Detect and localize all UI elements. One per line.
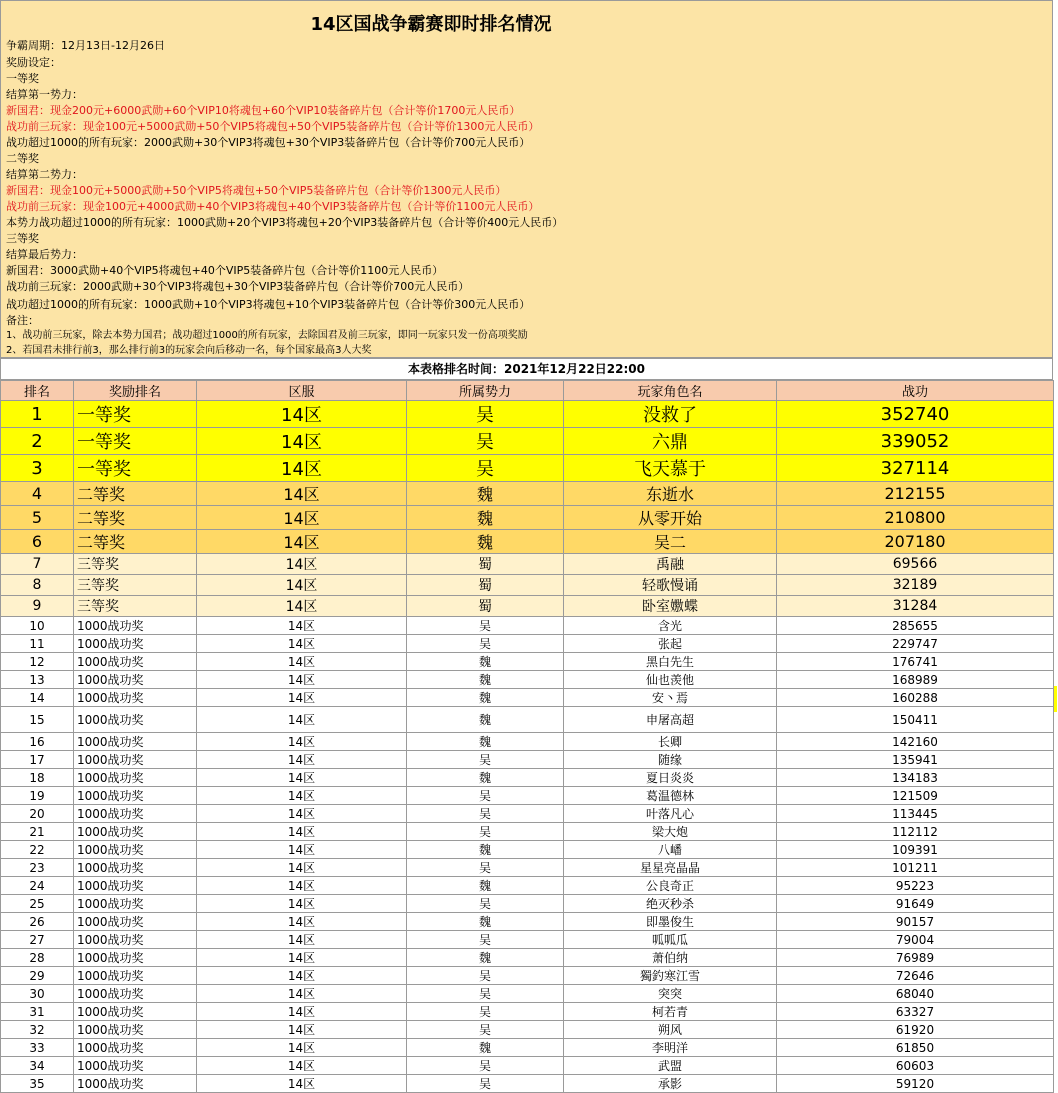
table-row — [1, 913, 1054, 931]
player-name-cell[interactable]: 从零开始 — [564, 506, 777, 530]
rules-line[interactable]: 1、战功前三玩家，除去本势力国君；战功超过1000的所有玩家，去除国君及前三玩家，即同一玩家只发一份高项奖励 — [6, 330, 528, 341]
award-cell[interactable]: 1000战功奖 — [74, 1075, 197, 1093]
faction-cell[interactable]: 吴 — [407, 985, 564, 1003]
server-cell[interactable]: 14区 — [197, 787, 407, 805]
server-cell[interactable]: 14区 — [197, 1003, 407, 1021]
merit-cell[interactable]: 212155 — [777, 482, 1054, 506]
player-name-cell[interactable]: 柯若青 — [564, 1003, 777, 1021]
rank-cell[interactable]: 1 — [1, 401, 74, 428]
server-cell[interactable]: 14区 — [197, 455, 407, 482]
award-cell[interactable]: 1000战功奖 — [74, 931, 197, 949]
rank-cell[interactable]: 7 — [1, 554, 74, 575]
faction-cell[interactable]: 魏 — [407, 913, 564, 931]
player-name-cell[interactable]: 仙也羡他 — [564, 671, 777, 689]
rules-line[interactable]: 争霸周期：12月13日-12月26日 — [6, 39, 165, 52]
server-cell[interactable]: 14区 — [197, 575, 407, 596]
merit-cell[interactable]: 101211 — [777, 859, 1054, 877]
merit-cell[interactable]: 113445 — [777, 805, 1054, 823]
award-cell[interactable]: 一等奖 — [74, 455, 197, 482]
award-cell[interactable]: 三等奖 — [74, 596, 197, 617]
server-cell[interactable]: 14区 — [197, 653, 407, 671]
faction-cell[interactable]: 魏 — [407, 653, 564, 671]
player-name-cell[interactable]: 含光 — [564, 617, 777, 635]
table-row — [1, 707, 1054, 733]
rank-cell[interactable]: 6 — [1, 530, 74, 554]
table-row — [1, 575, 1054, 596]
server-cell[interactable]: 14区 — [197, 707, 407, 733]
server-cell[interactable]: 14区 — [197, 689, 407, 707]
table-row — [1, 554, 1054, 575]
table-row — [1, 506, 1054, 530]
rules-line[interactable]: 三等奖 — [6, 232, 39, 245]
player-name-cell[interactable]: 绝灭秒杀 — [564, 895, 777, 913]
merit-cell[interactable]: 61850 — [777, 1039, 1054, 1057]
rank-cell[interactable]: 4 — [1, 482, 74, 506]
award-cell[interactable]: 三等奖 — [74, 554, 197, 575]
player-name-cell[interactable]: 即墨俊生 — [564, 913, 777, 931]
table-row — [1, 787, 1054, 805]
faction-cell[interactable]: 吴 — [407, 967, 564, 985]
faction-cell[interactable]: 魏 — [407, 506, 564, 530]
award-cell[interactable]: 1000战功奖 — [74, 895, 197, 913]
server-cell[interactable]: 14区 — [197, 895, 407, 913]
award-cell[interactable]: 1000战功奖 — [74, 1057, 197, 1075]
award-cell[interactable]: 1000战功奖 — [74, 733, 197, 751]
merit-cell[interactable]: 63327 — [777, 1003, 1054, 1021]
award-cell[interactable]: 1000战功奖 — [74, 949, 197, 967]
table-row — [1, 805, 1054, 823]
faction-cell[interactable]: 吴 — [407, 428, 564, 455]
server-cell[interactable]: 14区 — [197, 1057, 407, 1075]
table-row — [1, 733, 1054, 751]
player-name-cell[interactable]: 轻歌慢诵 — [564, 575, 777, 596]
faction-cell[interactable]: 魏 — [407, 733, 564, 751]
rules-line[interactable]: 结算第二势力： — [6, 168, 83, 181]
merit-cell[interactable]: 32189 — [777, 575, 1054, 596]
award-cell[interactable]: 1000战功奖 — [74, 653, 197, 671]
column-header-faction[interactable]: 所属势力 — [407, 381, 564, 401]
award-cell[interactable]: 1000战功奖 — [74, 985, 197, 1003]
faction-cell[interactable]: 吴 — [407, 635, 564, 653]
server-cell[interactable]: 14区 — [197, 635, 407, 653]
faction-cell[interactable]: 吴 — [407, 859, 564, 877]
player-name-cell[interactable]: 东逝水 — [564, 482, 777, 506]
rank-cell[interactable]: 14 — [1, 689, 74, 707]
merit-cell[interactable]: 112112 — [777, 823, 1054, 841]
faction-cell[interactable]: 蜀 — [407, 575, 564, 596]
faction-cell[interactable]: 魏 — [407, 707, 564, 733]
award-cell[interactable]: 二等奖 — [74, 482, 197, 506]
merit-cell[interactable]: 31284 — [777, 596, 1054, 617]
rank-cell[interactable]: 22 — [1, 841, 74, 859]
faction-cell[interactable]: 蜀 — [407, 596, 564, 617]
server-cell[interactable]: 14区 — [197, 769, 407, 787]
player-name-cell[interactable]: 李明洋 — [564, 1039, 777, 1057]
award-cell[interactable]: 1000战功奖 — [74, 1003, 197, 1021]
award-cell[interactable]: 1000战功奖 — [74, 967, 197, 985]
player-name-cell[interactable]: 六鼎 — [564, 428, 777, 455]
faction-cell[interactable]: 魏 — [407, 877, 564, 895]
table-row — [1, 428, 1054, 455]
player-name-cell[interactable]: 星星亮晶晶 — [564, 859, 777, 877]
column-header-server[interactable]: 区服 — [197, 381, 407, 401]
merit-cell[interactable]: 109391 — [777, 841, 1054, 859]
server-cell[interactable]: 14区 — [197, 751, 407, 769]
rank-cell[interactable]: 13 — [1, 671, 74, 689]
server-cell[interactable]: 14区 — [197, 596, 407, 617]
faction-cell[interactable]: 吴 — [407, 931, 564, 949]
rank-cell[interactable]: 23 — [1, 859, 74, 877]
rules-line[interactable]: 二等奖 — [6, 152, 39, 165]
rank-cell[interactable]: 8 — [1, 575, 74, 596]
table-row — [1, 931, 1054, 949]
merit-cell[interactable]: 207180 — [777, 530, 1054, 554]
server-cell[interactable]: 14区 — [197, 967, 407, 985]
merit-cell[interactable]: 72646 — [777, 967, 1054, 985]
award-cell[interactable]: 1000战功奖 — [74, 823, 197, 841]
faction-cell[interactable]: 吴 — [407, 787, 564, 805]
cell-fill-marker — [1054, 686, 1057, 712]
table-row — [1, 530, 1054, 554]
rules-line[interactable]: 奖励设定： — [6, 56, 61, 69]
server-cell[interactable]: 14区 — [197, 671, 407, 689]
award-cell[interactable]: 1000战功奖 — [74, 671, 197, 689]
merit-cell[interactable]: 90157 — [777, 913, 1054, 931]
rank-cell[interactable]: 26 — [1, 913, 74, 931]
award-cell[interactable]: 1000战功奖 — [74, 913, 197, 931]
server-cell[interactable]: 14区 — [197, 506, 407, 530]
rank-cell[interactable]: 17 — [1, 751, 74, 769]
table-row — [1, 635, 1054, 653]
server-cell[interactable]: 14区 — [197, 428, 407, 455]
award-cell[interactable]: 一等奖 — [74, 401, 197, 428]
player-name-cell[interactable]: 萧伯纳 — [564, 949, 777, 967]
sheet-title[interactable]: 14区国战争霸赛即时排名情况 — [310, 14, 552, 35]
table-row — [1, 1021, 1054, 1039]
faction-cell[interactable]: 蜀 — [407, 554, 564, 575]
rank-cell[interactable]: 21 — [1, 823, 74, 841]
merit-cell[interactable]: 168989 — [777, 671, 1054, 689]
rank-cell[interactable]: 16 — [1, 733, 74, 751]
rank-cell[interactable]: 15 — [1, 707, 74, 733]
table-row — [1, 1003, 1054, 1021]
faction-cell[interactable]: 魏 — [407, 841, 564, 859]
rules-line[interactable]: 战功超过1000的所有玩家：2000武勋+30个VIP3将魂包+30个VIP3装备碎片包（合计等价700元人民币） — [6, 136, 531, 149]
player-name-cell[interactable]: 黑白先生 — [564, 653, 777, 671]
rules-line[interactable]: 战功前三玩家：现金100元+5000武勋+50个VIP5将魂包+50个VIP5装备碎片包（合计等价1300元人民币） — [6, 120, 540, 133]
merit-cell[interactable]: 229747 — [777, 635, 1054, 653]
table-row — [1, 895, 1054, 913]
merit-cell[interactable]: 91649 — [777, 895, 1054, 913]
player-name-cell[interactable]: 卧室嫐蝶 — [564, 596, 777, 617]
rules-line[interactable]: 新国君：现金100元+5000武勋+50个VIP5将魂包+50个VIP5装备碎片包（合计等价1300元人民币） — [6, 184, 507, 197]
merit-cell[interactable]: 60603 — [777, 1057, 1054, 1075]
award-cell[interactable]: 1000战功奖 — [74, 707, 197, 733]
table-row — [1, 949, 1054, 967]
player-name-cell[interactable]: 随缘 — [564, 751, 777, 769]
table-row — [1, 985, 1054, 1003]
table-row — [1, 967, 1054, 985]
server-cell[interactable]: 14区 — [197, 913, 407, 931]
server-cell[interactable]: 14区 — [197, 617, 407, 635]
column-header-award[interactable]: 奖励排名 — [74, 381, 197, 401]
merit-cell[interactable]: 352740 — [777, 401, 1054, 428]
faction-cell[interactable]: 魏 — [407, 689, 564, 707]
player-name-cell[interactable]: 叶落凡心 — [564, 805, 777, 823]
award-cell[interactable]: 1000战功奖 — [74, 859, 197, 877]
server-cell[interactable]: 14区 — [197, 859, 407, 877]
ranking-table — [0, 380, 1054, 1093]
rank-cell[interactable]: 35 — [1, 1075, 74, 1093]
player-name-cell[interactable]: 突突 — [564, 985, 777, 1003]
faction-cell[interactable]: 魏 — [407, 949, 564, 967]
rules-line[interactable]: 结算第一势力： — [6, 88, 83, 101]
merit-cell[interactable]: 79004 — [777, 931, 1054, 949]
column-header-merit[interactable]: 战功 — [777, 381, 1054, 401]
rank-cell[interactable]: 5 — [1, 506, 74, 530]
table-row — [1, 877, 1054, 895]
table-header-row — [1, 381, 1054, 401]
table-row — [1, 455, 1054, 482]
server-cell[interactable]: 14区 — [197, 401, 407, 428]
player-name-cell[interactable]: 安丶焉 — [564, 689, 777, 707]
player-name-cell[interactable]: 獨釣寒江雪 — [564, 967, 777, 985]
merit-cell[interactable]: 327114 — [777, 455, 1054, 482]
merit-cell[interactable]: 121509 — [777, 787, 1054, 805]
table-row — [1, 841, 1054, 859]
server-cell[interactable]: 14区 — [197, 733, 407, 751]
table-row — [1, 689, 1054, 707]
faction-cell[interactable]: 吴 — [407, 895, 564, 913]
player-name-cell[interactable]: 没救了 — [564, 401, 777, 428]
player-name-cell[interactable]: 禹融 — [564, 554, 777, 575]
rules-line[interactable]: 备注： — [6, 314, 39, 327]
table-row — [1, 823, 1054, 841]
merit-cell[interactable]: 95223 — [777, 877, 1054, 895]
rules-line[interactable]: 新国君：现金200元+6000武勋+60个VIP10将魂包+60个VIP10装备碎片包（合计等价1700元人民币） — [6, 104, 521, 117]
award-cell[interactable]: 1000战功奖 — [74, 787, 197, 805]
merit-cell[interactable]: 69566 — [777, 554, 1054, 575]
rules-line[interactable]: 结算最后势力： — [6, 248, 83, 261]
merit-cell[interactable]: 134183 — [777, 769, 1054, 787]
table-row — [1, 1057, 1054, 1075]
faction-cell[interactable]: 魏 — [407, 671, 564, 689]
award-cell[interactable]: 二等奖 — [74, 530, 197, 554]
rank-cell[interactable]: 34 — [1, 1057, 74, 1075]
rank-cell[interactable]: 20 — [1, 805, 74, 823]
faction-cell[interactable]: 吴 — [407, 1021, 564, 1039]
server-cell[interactable]: 14区 — [197, 841, 407, 859]
faction-cell[interactable]: 吴 — [407, 823, 564, 841]
rank-cell[interactable]: 12 — [1, 653, 74, 671]
player-name-cell[interactable]: 八嶓 — [564, 841, 777, 859]
rules-line[interactable]: 一等奖 — [6, 72, 39, 85]
server-cell[interactable]: 14区 — [197, 877, 407, 895]
table-row — [1, 1039, 1054, 1057]
rules-line[interactable]: 2、若国君未排行前3，那么排行前3的玩家会向后移动一名，每个国家最高3人大奖 — [6, 345, 372, 356]
award-cell[interactable]: 1000战功奖 — [74, 751, 197, 769]
faction-cell[interactable]: 吴 — [407, 1075, 564, 1093]
faction-cell[interactable]: 吴 — [407, 751, 564, 769]
award-cell[interactable]: 1000战功奖 — [74, 877, 197, 895]
merit-cell[interactable]: 59120 — [777, 1075, 1054, 1093]
rank-cell[interactable]: 3 — [1, 455, 74, 482]
player-name-cell[interactable]: 张起 — [564, 635, 777, 653]
table-row — [1, 482, 1054, 506]
player-name-cell[interactable]: 葛温德林 — [564, 787, 777, 805]
award-cell[interactable]: 1000战功奖 — [74, 805, 197, 823]
rank-cell[interactable]: 28 — [1, 949, 74, 967]
table-row — [1, 769, 1054, 787]
merit-cell[interactable]: 176741 — [777, 653, 1054, 671]
table-row — [1, 596, 1054, 617]
player-name-cell[interactable]: 武盟 — [564, 1057, 777, 1075]
player-name-cell[interactable]: 吴二 — [564, 530, 777, 554]
server-cell[interactable]: 14区 — [197, 554, 407, 575]
rank-cell[interactable]: 9 — [1, 596, 74, 617]
faction-cell[interactable]: 魏 — [407, 769, 564, 787]
player-name-cell[interactable]: 呱呱瓜 — [564, 931, 777, 949]
merit-cell[interactable]: 150411 — [777, 707, 1054, 733]
player-name-cell[interactable]: 朔风 — [564, 1021, 777, 1039]
server-cell[interactable]: 14区 — [197, 949, 407, 967]
player-name-cell[interactable]: 承影 — [564, 1075, 777, 1093]
server-cell[interactable]: 14区 — [197, 482, 407, 506]
award-cell[interactable]: 1000战功奖 — [74, 617, 197, 635]
award-cell[interactable]: 1000战功奖 — [74, 1039, 197, 1057]
rank-cell[interactable]: 11 — [1, 635, 74, 653]
table-row — [1, 1075, 1054, 1093]
rank-cell[interactable]: 31 — [1, 1003, 74, 1021]
rules-line[interactable]: 本势力战功超过1000的所有玩家：1000武勋+20个VIP3将魂包+20个VIP3装备碎片包（合计等价400元人民币） — [6, 216, 564, 229]
award-cell[interactable]: 1000战功奖 — [74, 689, 197, 707]
table-row — [1, 617, 1054, 635]
faction-cell[interactable]: 吴 — [407, 401, 564, 428]
rules-line[interactable]: 新国君：3000武勋+40个VIP5将魂包+40个VIP5装备碎片包（合计等价1100元人民币） — [6, 264, 444, 277]
server-cell[interactable]: 14区 — [197, 1021, 407, 1039]
rank-cell[interactable]: 30 — [1, 985, 74, 1003]
merit-cell[interactable]: 76989 — [777, 949, 1054, 967]
rank-cell[interactable]: 2 — [1, 428, 74, 455]
column-header-rank[interactable]: 排名 — [1, 381, 74, 401]
award-cell[interactable]: 1000战功奖 — [74, 769, 197, 787]
server-cell[interactable]: 14区 — [197, 931, 407, 949]
server-cell[interactable]: 14区 — [197, 530, 407, 554]
merit-cell[interactable]: 68040 — [777, 985, 1054, 1003]
ranking-timestamp[interactable]: 本表格排名时间：2021年12月22日22:00 — [0, 358, 1053, 380]
player-name-cell[interactable]: 申屠高超 — [564, 707, 777, 733]
table-row — [1, 859, 1054, 877]
rules-line[interactable]: 战功前三玩家：现金100元+4000武勋+40个VIP3将魂包+40个VIP3装备碎片包（合计等价1100元人民币） — [6, 200, 540, 213]
faction-cell[interactable]: 魏 — [407, 482, 564, 506]
server-cell[interactable]: 14区 — [197, 1075, 407, 1093]
award-cell[interactable]: 三等奖 — [74, 575, 197, 596]
award-cell[interactable]: 1000战功奖 — [74, 1021, 197, 1039]
player-name-cell[interactable]: 梁大炮 — [564, 823, 777, 841]
merit-cell[interactable]: 285655 — [777, 617, 1054, 635]
table-row — [1, 751, 1054, 769]
player-name-cell[interactable]: 飞天慕于 — [564, 455, 777, 482]
award-cell[interactable]: 二等奖 — [74, 506, 197, 530]
column-header-player-name[interactable]: 玩家角色名 — [564, 381, 777, 401]
merit-cell[interactable]: 160288 — [777, 689, 1054, 707]
table-row — [1, 671, 1054, 689]
merit-cell[interactable]: 210800 — [777, 506, 1054, 530]
merit-cell[interactable]: 135941 — [777, 751, 1054, 769]
award-cell[interactable]: 1000战功奖 — [74, 841, 197, 859]
rules-panel — [0, 0, 1053, 358]
faction-cell[interactable]: 吴 — [407, 617, 564, 635]
server-cell[interactable]: 14区 — [197, 805, 407, 823]
award-cell[interactable]: 一等奖 — [74, 428, 197, 455]
table-row — [1, 653, 1054, 671]
rules-line[interactable]: 战功前三玩家：2000武勋+30个VIP3将魂包+30个VIP3装备碎片包（合计等价700元人民币） — [6, 280, 470, 293]
faction-cell[interactable]: 魏 — [407, 530, 564, 554]
rank-cell[interactable]: 10 — [1, 617, 74, 635]
server-cell[interactable]: 14区 — [197, 1039, 407, 1057]
server-cell[interactable]: 14区 — [197, 985, 407, 1003]
table-row — [1, 401, 1054, 428]
rank-cell[interactable]: 18 — [1, 769, 74, 787]
player-name-cell[interactable]: 长卿 — [564, 733, 777, 751]
table-body — [1, 401, 1054, 1093]
merit-cell[interactable]: 339052 — [777, 428, 1054, 455]
merit-cell[interactable]: 61920 — [777, 1021, 1054, 1039]
rank-cell[interactable]: 25 — [1, 895, 74, 913]
award-cell[interactable]: 1000战功奖 — [74, 635, 197, 653]
rank-cell[interactable]: 32 — [1, 1021, 74, 1039]
faction-cell[interactable]: 吴 — [407, 1003, 564, 1021]
player-name-cell[interactable]: 公良奇正 — [564, 877, 777, 895]
rank-cell[interactable]: 29 — [1, 967, 74, 985]
merit-cell[interactable]: 142160 — [777, 733, 1054, 751]
rank-cell[interactable]: 19 — [1, 787, 74, 805]
rank-cell[interactable]: 33 — [1, 1039, 74, 1057]
faction-cell[interactable]: 吴 — [407, 455, 564, 482]
faction-cell[interactable]: 魏 — [407, 1039, 564, 1057]
rules-line[interactable]: 战功超过1000的所有玩家：1000武勋+10个VIP3将魂包+10个VIP3装备碎片包（合计等价300元人民币） — [6, 298, 531, 311]
faction-cell[interactable]: 吴 — [407, 1057, 564, 1075]
faction-cell[interactable]: 吴 — [407, 805, 564, 823]
rank-cell[interactable]: 27 — [1, 931, 74, 949]
server-cell[interactable]: 14区 — [197, 823, 407, 841]
player-name-cell[interactable]: 夏日炎炎 — [564, 769, 777, 787]
rank-cell[interactable]: 24 — [1, 877, 74, 895]
